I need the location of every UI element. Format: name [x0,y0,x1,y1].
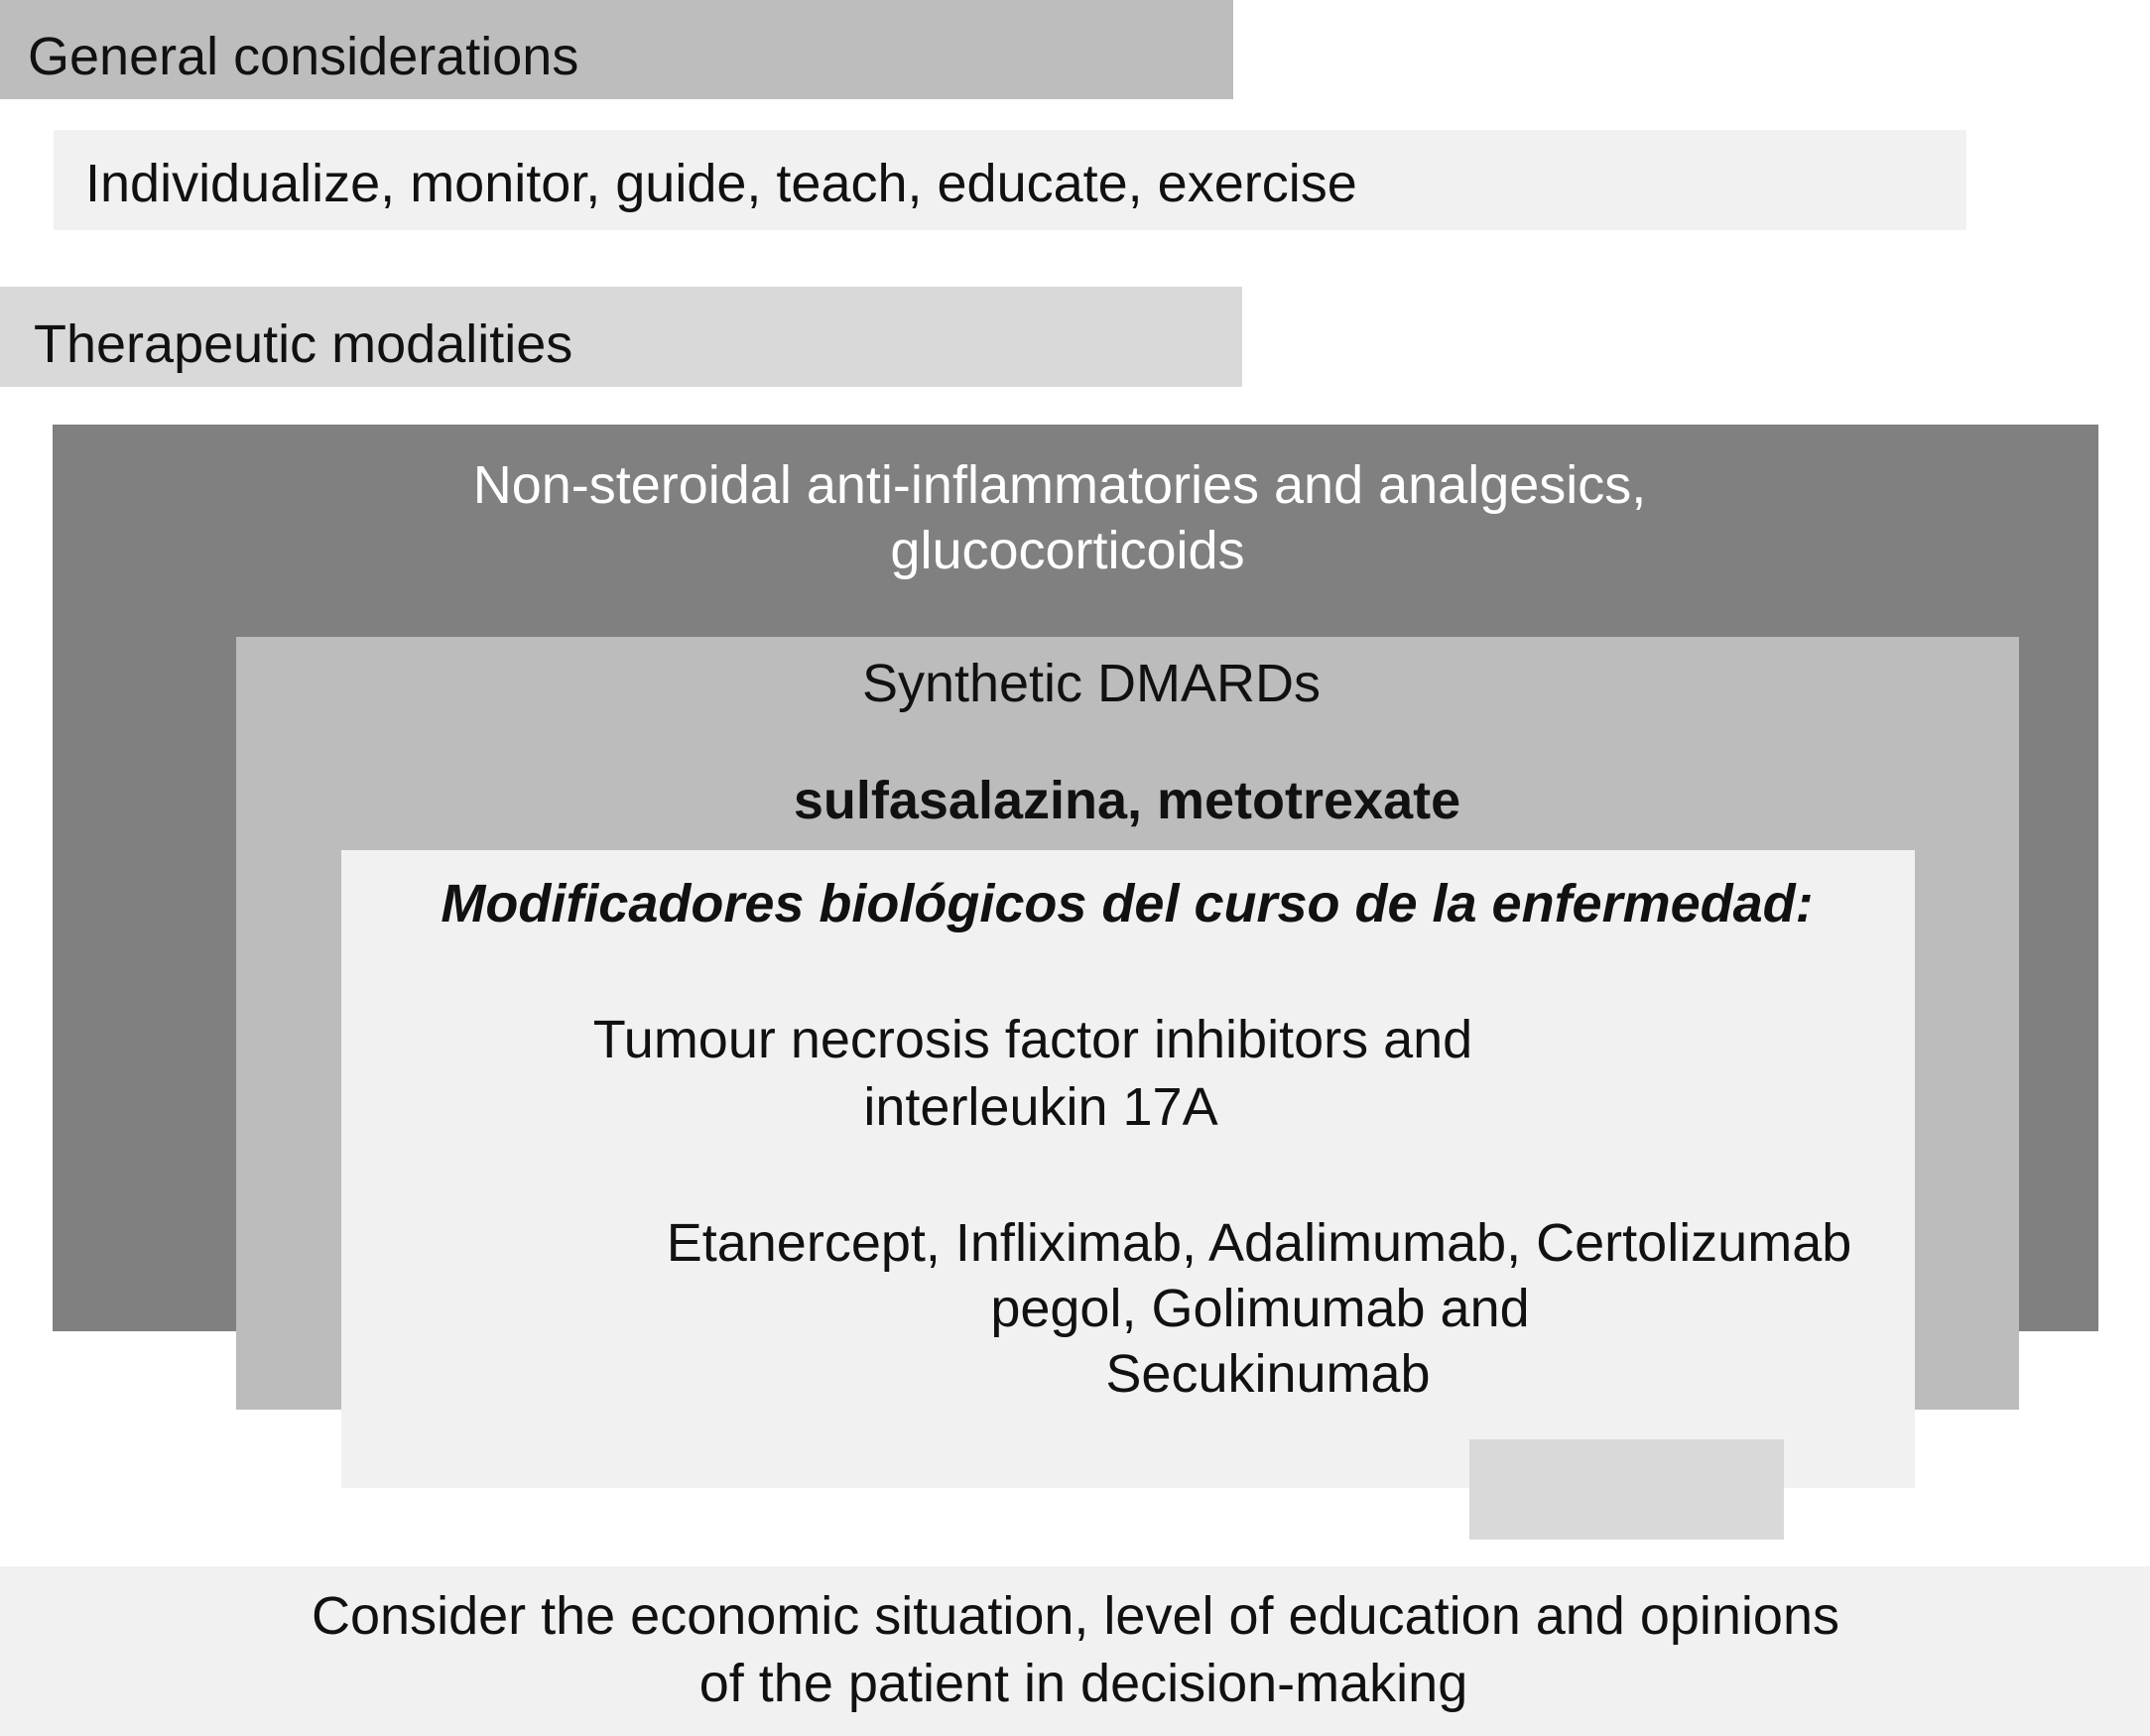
small-block [1469,1439,1784,1540]
synthetic-dmards-title: Synthetic DMARDs [861,654,1322,713]
biologic-drugs-line2: pegol, Golimumab and [990,1279,1530,1338]
nsaid-line1: Non-steroidal anti-inflammatories and analgesics, [472,455,1647,515]
synthetic-dmards-drugs: sulfasalazina, metotrexate [793,771,1461,830]
footer-line1: Consider the economic situation, level of education and opinions [312,1586,1839,1646]
biologic-drugs-line3: Secukinumab [1105,1344,1431,1404]
general-considerations-title: General considerations [28,27,579,86]
biologic-tnf-line1: Tumour necrosis factor inhibitors and [592,1010,1473,1069]
footer-line2: of the patient in decision-making [698,1654,1468,1713]
nsaid-line2: glucocorticoids [890,521,1245,580]
biologic-tnf-line2: interleukin 17A [863,1077,1218,1137]
therapeutic-modalities-title: Therapeutic modalities [34,314,573,374]
general-considerations-text: Individualize, monitor, guide, teach, educate, exercise [85,154,1357,213]
biologic-title: Modificadores biológicos del curso de la enfermedad: [441,874,1814,933]
biologic-drugs-line1: Etanercept, Infliximab, Adalimumab, Certolizumab [666,1213,1852,1273]
